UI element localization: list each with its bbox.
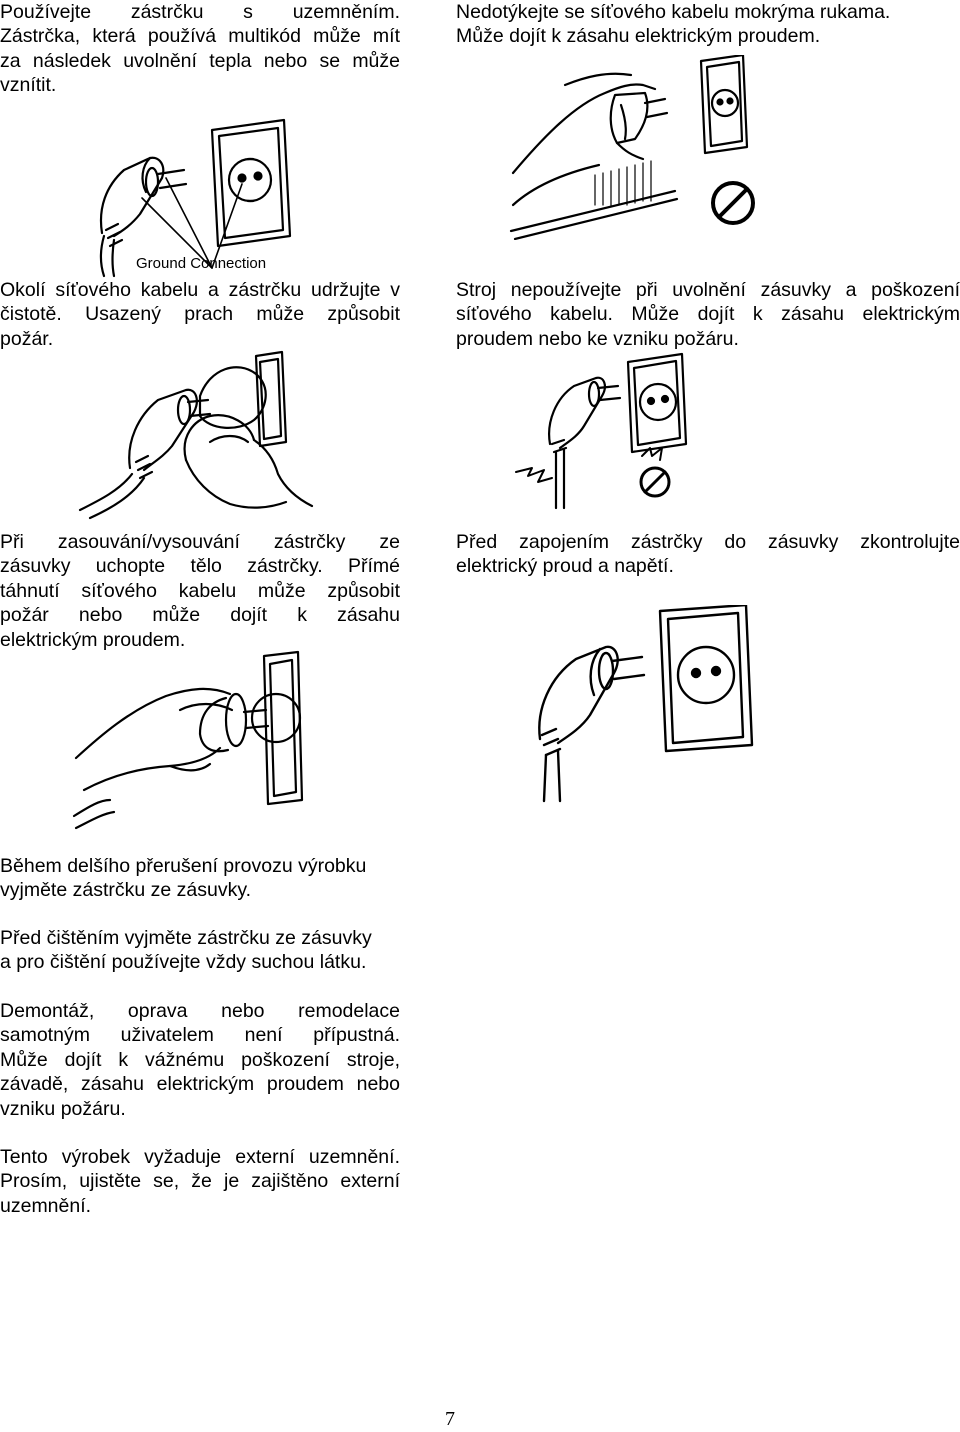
line: Okolí síťového kabelu a zástrčku udržujte v (0, 279, 400, 301)
line: Zástrčka, která používá multikód může mít (0, 25, 400, 48)
dusty-plug-illustration (60, 350, 360, 520)
plug-icon (549, 378, 620, 508)
wall-socket-icon (660, 605, 752, 751)
line: elektrický proud a napětí. (456, 555, 674, 578)
line: vyjměte zástrčku ze zásuvky. (0, 879, 252, 902)
warning-keep-clean (0, 278, 400, 351)
line: Používejte zástrčku s uzemněním. (0, 1, 400, 23)
spark-icon (516, 468, 552, 482)
damaged-socket-illustration (510, 352, 710, 512)
line: požár nebo může dojít k zásahu (0, 604, 400, 627)
warning-wet-hands (456, 0, 960, 49)
line: Před zapojením zástrčky do zásuvky zkontrolujte (456, 531, 960, 553)
line: Může dojít k zásahu elektrickým proudem. (456, 25, 821, 48)
line: Nedotýkejte se síťového kabelu mokrýma rukama. (456, 1, 891, 23)
note-cleaning (0, 926, 400, 975)
page-number: 7 (445, 1408, 455, 1430)
line: Při zasouvání/vysouvání zástrčky ze (0, 531, 400, 553)
line: Tento výrobek vyžaduje externí uzemnění. (0, 1146, 400, 1168)
line: Prosím, ujistěte se, že je zajištěno externí (0, 1170, 400, 1193)
line: Před čištěním vyjměte zástrčku ze zásuvky (0, 927, 372, 949)
line: Během delšího přerušení provozu výrobku (0, 855, 367, 877)
check-voltage-illustration (510, 605, 780, 805)
line: zásuvky uchopte tělo zástrčky. Přímé (0, 555, 400, 578)
line: táhnutí síťového kabelu může způsobit (0, 579, 400, 602)
line: požár. (0, 327, 54, 350)
warning-hold-plug-body (0, 530, 400, 652)
line: vzniku požáru. (0, 1097, 126, 1120)
prohibited-icon (641, 468, 669, 496)
wall-socket-icon (252, 652, 302, 804)
line: samotným uživatelem není přípustná. (0, 1024, 400, 1047)
wall-socket-icon (256, 352, 286, 446)
warning-damaged-socket (456, 278, 960, 351)
line: závadě, zásahu elektrickým proudem nebo (0, 1073, 400, 1096)
line: proudem nebo ke vzniku požáru. (456, 327, 739, 350)
note-external-ground (0, 1145, 400, 1218)
note-unplug-long-break (0, 854, 400, 903)
line: vznítit. (0, 74, 57, 97)
note-no-disassembly (0, 999, 400, 1121)
line: síťového kabelu. Může dojít k zásahu elektrickým (456, 303, 960, 326)
ground-connection-illustration (80, 118, 300, 278)
wet-hand-illustration (505, 55, 765, 240)
line: a pro čištění používejte vždy suchou látku. (0, 951, 367, 974)
ground-connection-label: Ground Connection (136, 255, 267, 272)
warning-check-voltage (456, 530, 960, 579)
wall-socket-icon (212, 120, 290, 246)
warning-grounded-plug (0, 0, 400, 98)
wall-socket-icon (701, 55, 747, 153)
line: Demontáž, oprava nebo remodelace (0, 1000, 400, 1022)
line: Může dojít k vážnému poškození stroje, (0, 1048, 400, 1071)
wall-socket-icon (628, 354, 686, 452)
plug-icon (80, 390, 210, 518)
grip-plug-illustration (70, 650, 310, 830)
line: elektrickým proudem. (0, 628, 186, 651)
line: čistotě. Usazený prach může způsobit (0, 303, 400, 326)
prohibited-icon (713, 183, 753, 223)
line: uzemnění. (0, 1194, 92, 1217)
line: Stroj nepoužívejte při uvolnění zásuvky a poškození (456, 279, 960, 301)
line: za následek uvolnění tepla nebo se může (0, 49, 400, 72)
plug-icon (539, 647, 644, 801)
